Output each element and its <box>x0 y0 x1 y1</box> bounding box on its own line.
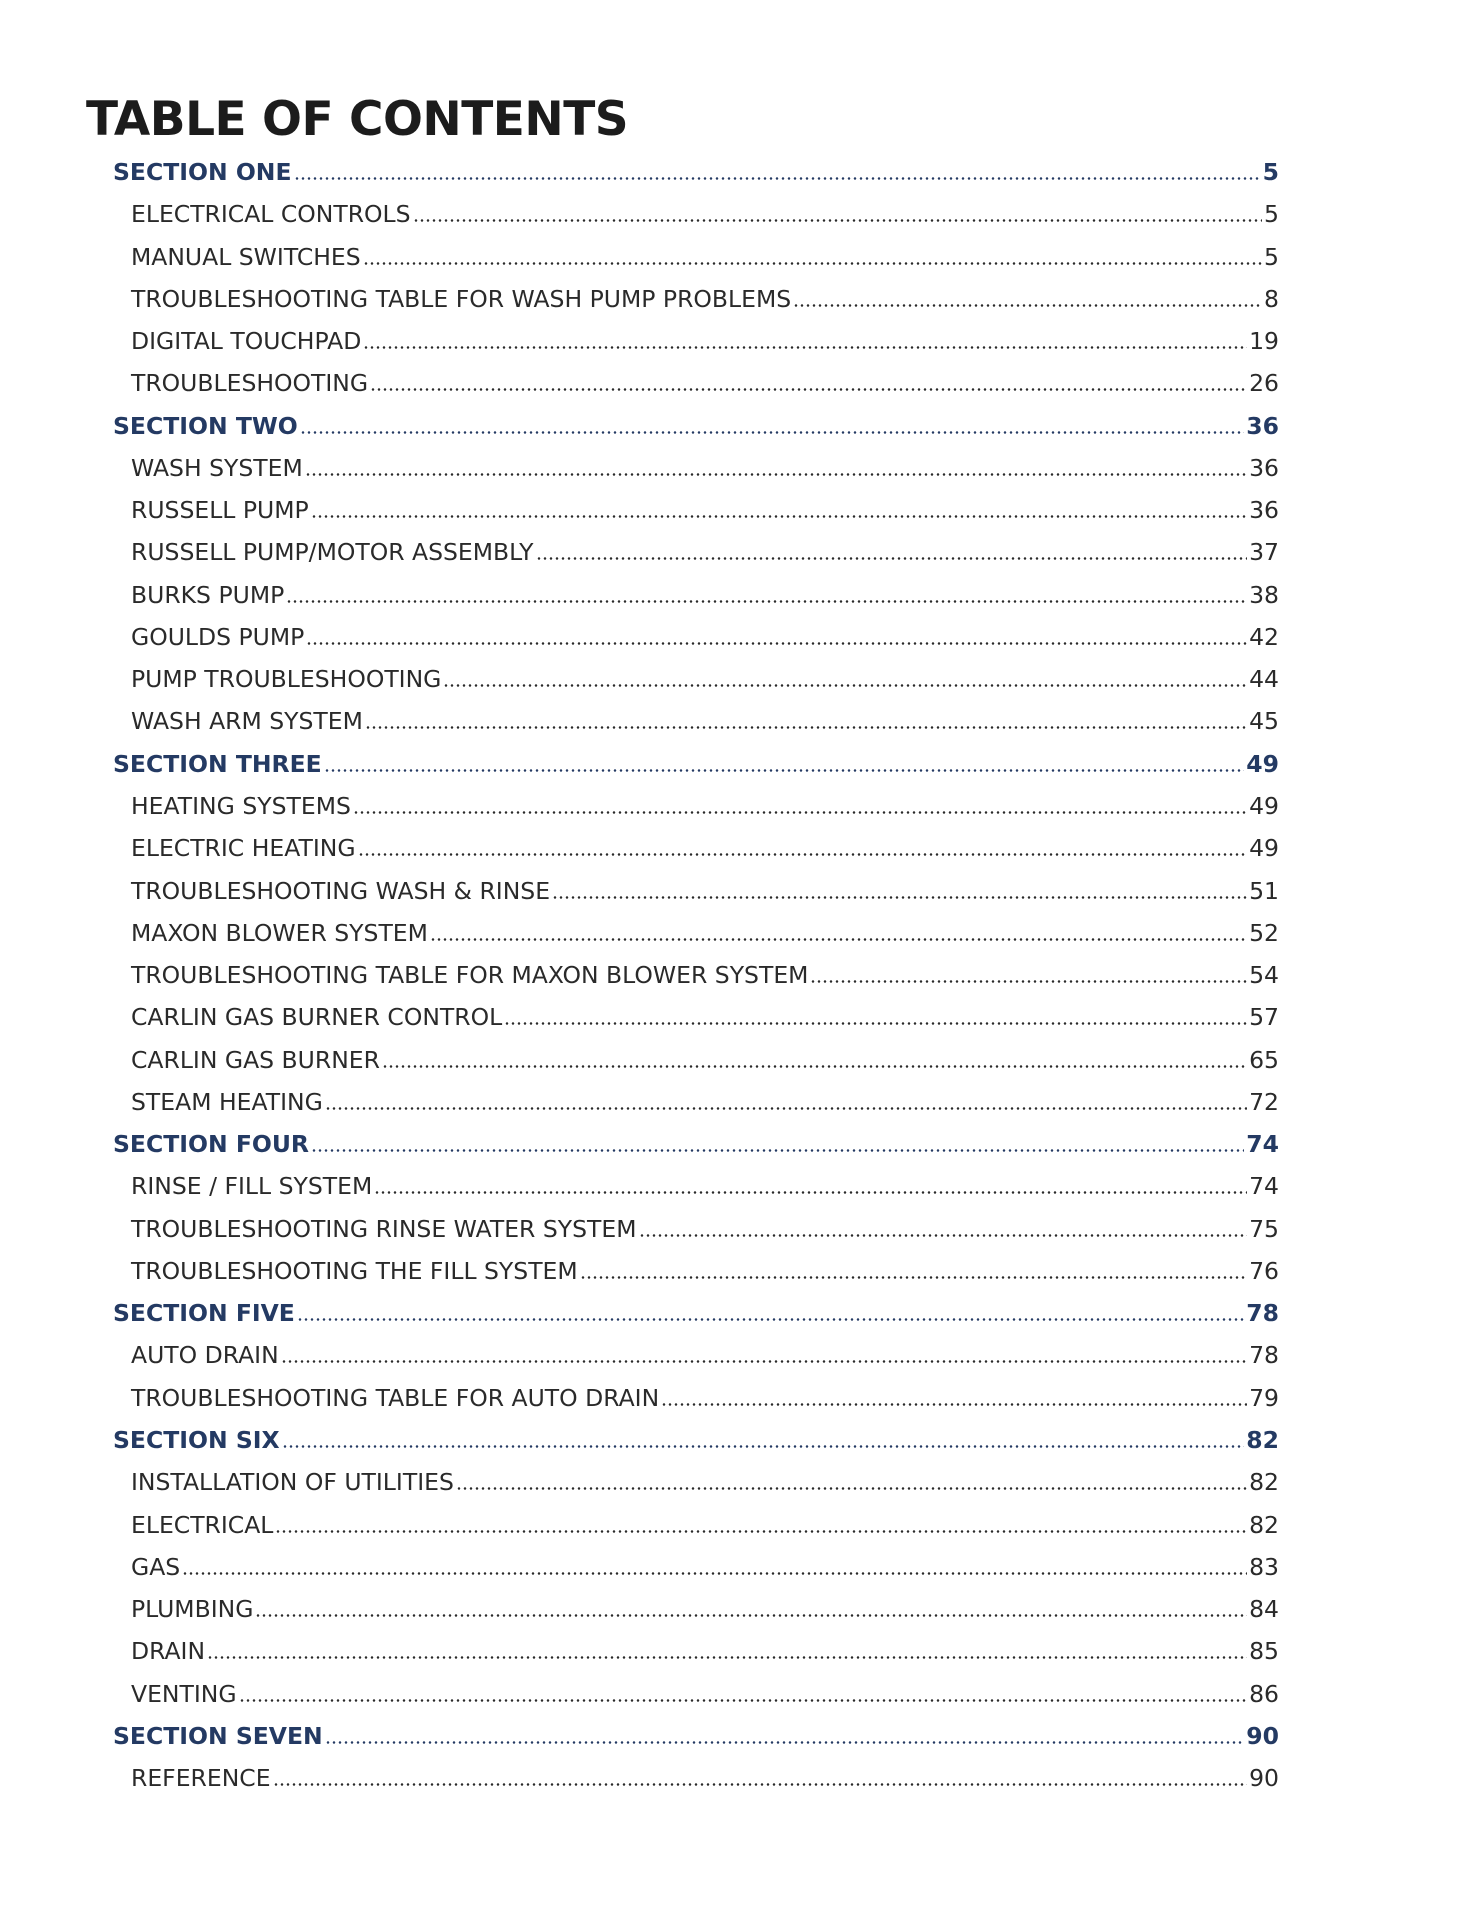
entry-page-number: 65 <box>1249 1045 1279 1074</box>
entry-title: DRAIN <box>131 1637 206 1666</box>
entry-page-number: 78 <box>1249 1341 1279 1370</box>
dot-leader <box>311 1149 1244 1152</box>
entry-page-number: 72 <box>1249 1087 1279 1116</box>
dot-leader <box>580 1276 1247 1279</box>
dot-leader <box>297 1318 1244 1321</box>
entry-page-number: 38 <box>1249 580 1279 609</box>
dot-leader <box>661 1403 1247 1406</box>
entry-page-number: 84 <box>1249 1595 1279 1624</box>
entry-title: MAXON BLOWER SYSTEM <box>131 918 428 947</box>
toc-section-entry[interactable] <box>113 405 1279 447</box>
toc-subsection-entry[interactable] <box>113 236 1279 278</box>
entry-title: SECTION ONE <box>113 158 292 186</box>
toc-subsection-entry[interactable] <box>113 489 1279 531</box>
entry-title: AUTO DRAIN <box>131 1341 279 1370</box>
toc-subsection-entry[interactable] <box>113 827 1279 869</box>
entry-title: PLUMBING <box>131 1595 254 1624</box>
toc-section-entry[interactable] <box>113 743 1279 785</box>
dot-leader <box>324 769 1245 772</box>
entry-page-number: 82 <box>1249 1468 1279 1497</box>
entry-title: SECTION TWO <box>113 411 298 440</box>
toc-subsection-entry[interactable] <box>113 1165 1279 1207</box>
entry-title: SECTION FOUR <box>113 1130 310 1159</box>
dot-leader <box>443 684 1247 687</box>
dot-leader <box>363 346 1247 349</box>
page-title: TABLE OF CONTENTS <box>86 92 629 147</box>
entry-page-number: 42 <box>1249 622 1279 651</box>
toc-subsection-entry[interactable] <box>113 912 1279 954</box>
toc-section-entry[interactable] <box>113 1715 1279 1757</box>
entry-title: RINSE / FILL SYSTEM <box>131 1172 373 1201</box>
entry-title: TROUBLESHOOTING TABLE FOR MAXON BLOWER SYSTEM <box>131 961 809 990</box>
dot-leader <box>413 219 1263 222</box>
dot-leader <box>552 896 1247 899</box>
toc-section-entry[interactable] <box>113 1292 1279 1334</box>
dot-leader <box>639 1234 1248 1237</box>
entry-title: TROUBLESHOOTING WASH & RINSE <box>131 876 551 905</box>
dot-leader <box>325 1741 1245 1744</box>
toc-subsection-entry[interactable] <box>113 1208 1279 1250</box>
entry-page-number: 79 <box>1249 1383 1279 1412</box>
toc-subsection-entry[interactable] <box>113 320 1279 362</box>
entry-page-number: 49 <box>1246 749 1279 778</box>
dot-leader <box>275 1530 1247 1533</box>
dot-leader <box>300 431 1245 434</box>
entry-title: REFERENCE <box>131 1764 271 1793</box>
dot-leader <box>306 642 1247 645</box>
entry-page-number: 36 <box>1249 453 1279 482</box>
dot-leader <box>325 1107 1247 1110</box>
toc-subsection-entry[interactable] <box>113 1334 1279 1376</box>
entry-title: PUMP TROUBLESHOOTING <box>131 665 442 694</box>
entry-page-number: 85 <box>1249 1637 1279 1666</box>
entry-title: ELECTRICAL CONTROLS <box>131 200 411 229</box>
entry-title: VENTING <box>131 1679 237 1708</box>
toc-section-entry[interactable] <box>113 1123 1279 1165</box>
entry-page-number: 90 <box>1246 1721 1279 1750</box>
dot-leader <box>793 304 1262 307</box>
entry-page-number: 82 <box>1246 1425 1279 1454</box>
toc-subsection-entry[interactable] <box>113 1504 1279 1546</box>
toc-section-entry[interactable] <box>113 151 1279 193</box>
entry-title: WASH ARM SYSTEM <box>131 707 363 736</box>
dot-leader <box>282 1445 1245 1448</box>
dot-leader <box>504 1022 1247 1025</box>
entry-page-number: 76 <box>1249 1256 1279 1285</box>
toc-subsection-entry[interactable] <box>113 1630 1279 1672</box>
dot-leader <box>281 1360 1247 1363</box>
dot-leader <box>207 1656 1247 1659</box>
entry-page-number: 49 <box>1249 791 1279 820</box>
toc-subsection-entry[interactable] <box>113 1757 1279 1799</box>
entry-page-number: 26 <box>1249 369 1279 398</box>
table-of-contents <box>113 151 1279 1799</box>
entry-title: MANUAL SWITCHES <box>131 242 361 271</box>
entry-title: SECTION THREE <box>113 749 322 778</box>
entry-title: GOULDS PUMP <box>131 622 305 651</box>
entry-page-number: 54 <box>1249 961 1279 990</box>
dot-leader <box>363 262 1262 265</box>
dot-leader <box>182 1572 1247 1575</box>
toc-subsection-entry[interactable] <box>113 362 1279 404</box>
dot-leader <box>365 726 1247 729</box>
dot-leader <box>374 1191 1247 1194</box>
entry-title: CARLIN GAS BURNER CONTROL <box>131 1003 503 1032</box>
toc-subsection-entry[interactable] <box>113 700 1279 742</box>
entry-page-number: 45 <box>1249 707 1279 736</box>
entry-title: SECTION SIX <box>113 1425 280 1454</box>
entry-page-number: 5 <box>1264 242 1279 271</box>
toc-subsection-entry[interactable] <box>113 1461 1279 1503</box>
dot-leader <box>430 938 1247 941</box>
toc-subsection-entry[interactable] <box>113 870 1279 912</box>
entry-page-number: 49 <box>1249 834 1279 863</box>
entry-title: WASH SYSTEM <box>131 453 303 482</box>
entry-title: RUSSELL PUMP/MOTOR ASSEMBLY <box>131 538 534 567</box>
entry-page-number: 36 <box>1249 496 1279 525</box>
entry-title: CARLIN GAS BURNER <box>131 1045 380 1074</box>
entry-page-number: 90 <box>1249 1764 1279 1793</box>
dot-leader <box>810 980 1247 983</box>
entry-page-number: 78 <box>1246 1299 1279 1328</box>
toc-subsection-entry[interactable] <box>113 447 1279 489</box>
toc-subsection-entry[interactable] <box>113 1081 1279 1123</box>
toc-subsection-entry[interactable] <box>113 658 1279 700</box>
entry-page-number: 5 <box>1264 200 1279 229</box>
entry-page-number: 83 <box>1249 1552 1279 1581</box>
dot-leader <box>536 557 1248 560</box>
dot-leader <box>358 853 1248 856</box>
entry-page-number: 74 <box>1246 1130 1279 1159</box>
toc-subsection-entry[interactable] <box>113 1039 1279 1081</box>
entry-title: TROUBLESHOOTING RINSE WATER SYSTEM <box>131 1214 637 1243</box>
entry-title: INSTALLATION OF UTILITIES <box>131 1468 454 1497</box>
toc-subsection-entry[interactable] <box>113 1546 1279 1588</box>
entry-page-number: 37 <box>1249 538 1279 567</box>
dot-leader <box>370 388 1247 391</box>
toc-subsection-entry[interactable] <box>113 278 1279 320</box>
entry-page-number: 74 <box>1249 1172 1279 1201</box>
dot-leader <box>273 1783 1248 1786</box>
entry-page-number: 8 <box>1264 284 1279 313</box>
entry-page-number: 44 <box>1249 665 1279 694</box>
entry-page-number: 86 <box>1249 1679 1279 1708</box>
entry-page-number: 52 <box>1249 918 1279 947</box>
entry-page-number: 19 <box>1249 327 1279 356</box>
toc-subsection-entry[interactable] <box>113 996 1279 1038</box>
dot-leader <box>311 515 1247 518</box>
toc-subsection-entry[interactable] <box>113 1377 1279 1419</box>
entry-title: BURKS PUMP <box>131 580 285 609</box>
entry-title: RUSSELL PUMP <box>131 496 309 525</box>
entry-title: TROUBLESHOOTING TABLE FOR AUTO DRAIN <box>131 1383 660 1412</box>
entry-title: SECTION FIVE <box>113 1299 295 1328</box>
entry-title: HEATING SYSTEMS <box>131 791 351 820</box>
entry-page-number: 57 <box>1249 1003 1279 1032</box>
toc-subsection-entry[interactable] <box>113 193 1279 235</box>
toc-subsection-entry[interactable] <box>113 574 1279 616</box>
entry-page-number: 75 <box>1249 1214 1279 1243</box>
entry-title: TROUBLESHOOTING <box>131 369 369 398</box>
entry-page-number: 5 <box>1262 158 1279 186</box>
dot-leader <box>255 1614 1247 1617</box>
entry-title: ELECTRIC HEATING <box>131 834 356 863</box>
toc-section-entry[interactable] <box>113 1419 1279 1461</box>
toc-subsection-entry[interactable] <box>113 1673 1279 1715</box>
entry-title: ELECTRICAL <box>131 1510 274 1539</box>
entry-title: SECTION SEVEN <box>113 1721 323 1750</box>
dot-leader <box>239 1699 1248 1702</box>
dot-leader <box>456 1487 1247 1490</box>
dot-leader <box>305 473 1247 476</box>
toc-subsection-entry[interactable] <box>113 1250 1279 1292</box>
entry-title: DIGITAL TOUCHPAD <box>131 327 362 356</box>
entry-page-number: 82 <box>1249 1510 1279 1539</box>
toc-subsection-entry[interactable] <box>113 531 1279 573</box>
entry-title: TROUBLESHOOTING TABLE FOR WASH PUMP PROBLEMS <box>131 284 792 313</box>
toc-subsection-entry[interactable] <box>113 954 1279 996</box>
entry-page-number: 36 <box>1246 411 1279 440</box>
entry-page-number: 51 <box>1249 876 1279 905</box>
entry-title: TROUBLESHOOTING THE FILL SYSTEM <box>131 1256 578 1285</box>
dot-leader <box>382 1065 1247 1068</box>
dot-leader <box>286 600 1247 603</box>
toc-subsection-entry[interactable] <box>113 616 1279 658</box>
toc-subsection-entry[interactable] <box>113 785 1279 827</box>
dot-leader <box>294 177 1261 180</box>
dot-leader <box>353 811 1247 814</box>
entry-title: GAS <box>131 1552 181 1581</box>
toc-subsection-entry[interactable] <box>113 1588 1279 1630</box>
entry-title: STEAM HEATING <box>131 1087 323 1116</box>
